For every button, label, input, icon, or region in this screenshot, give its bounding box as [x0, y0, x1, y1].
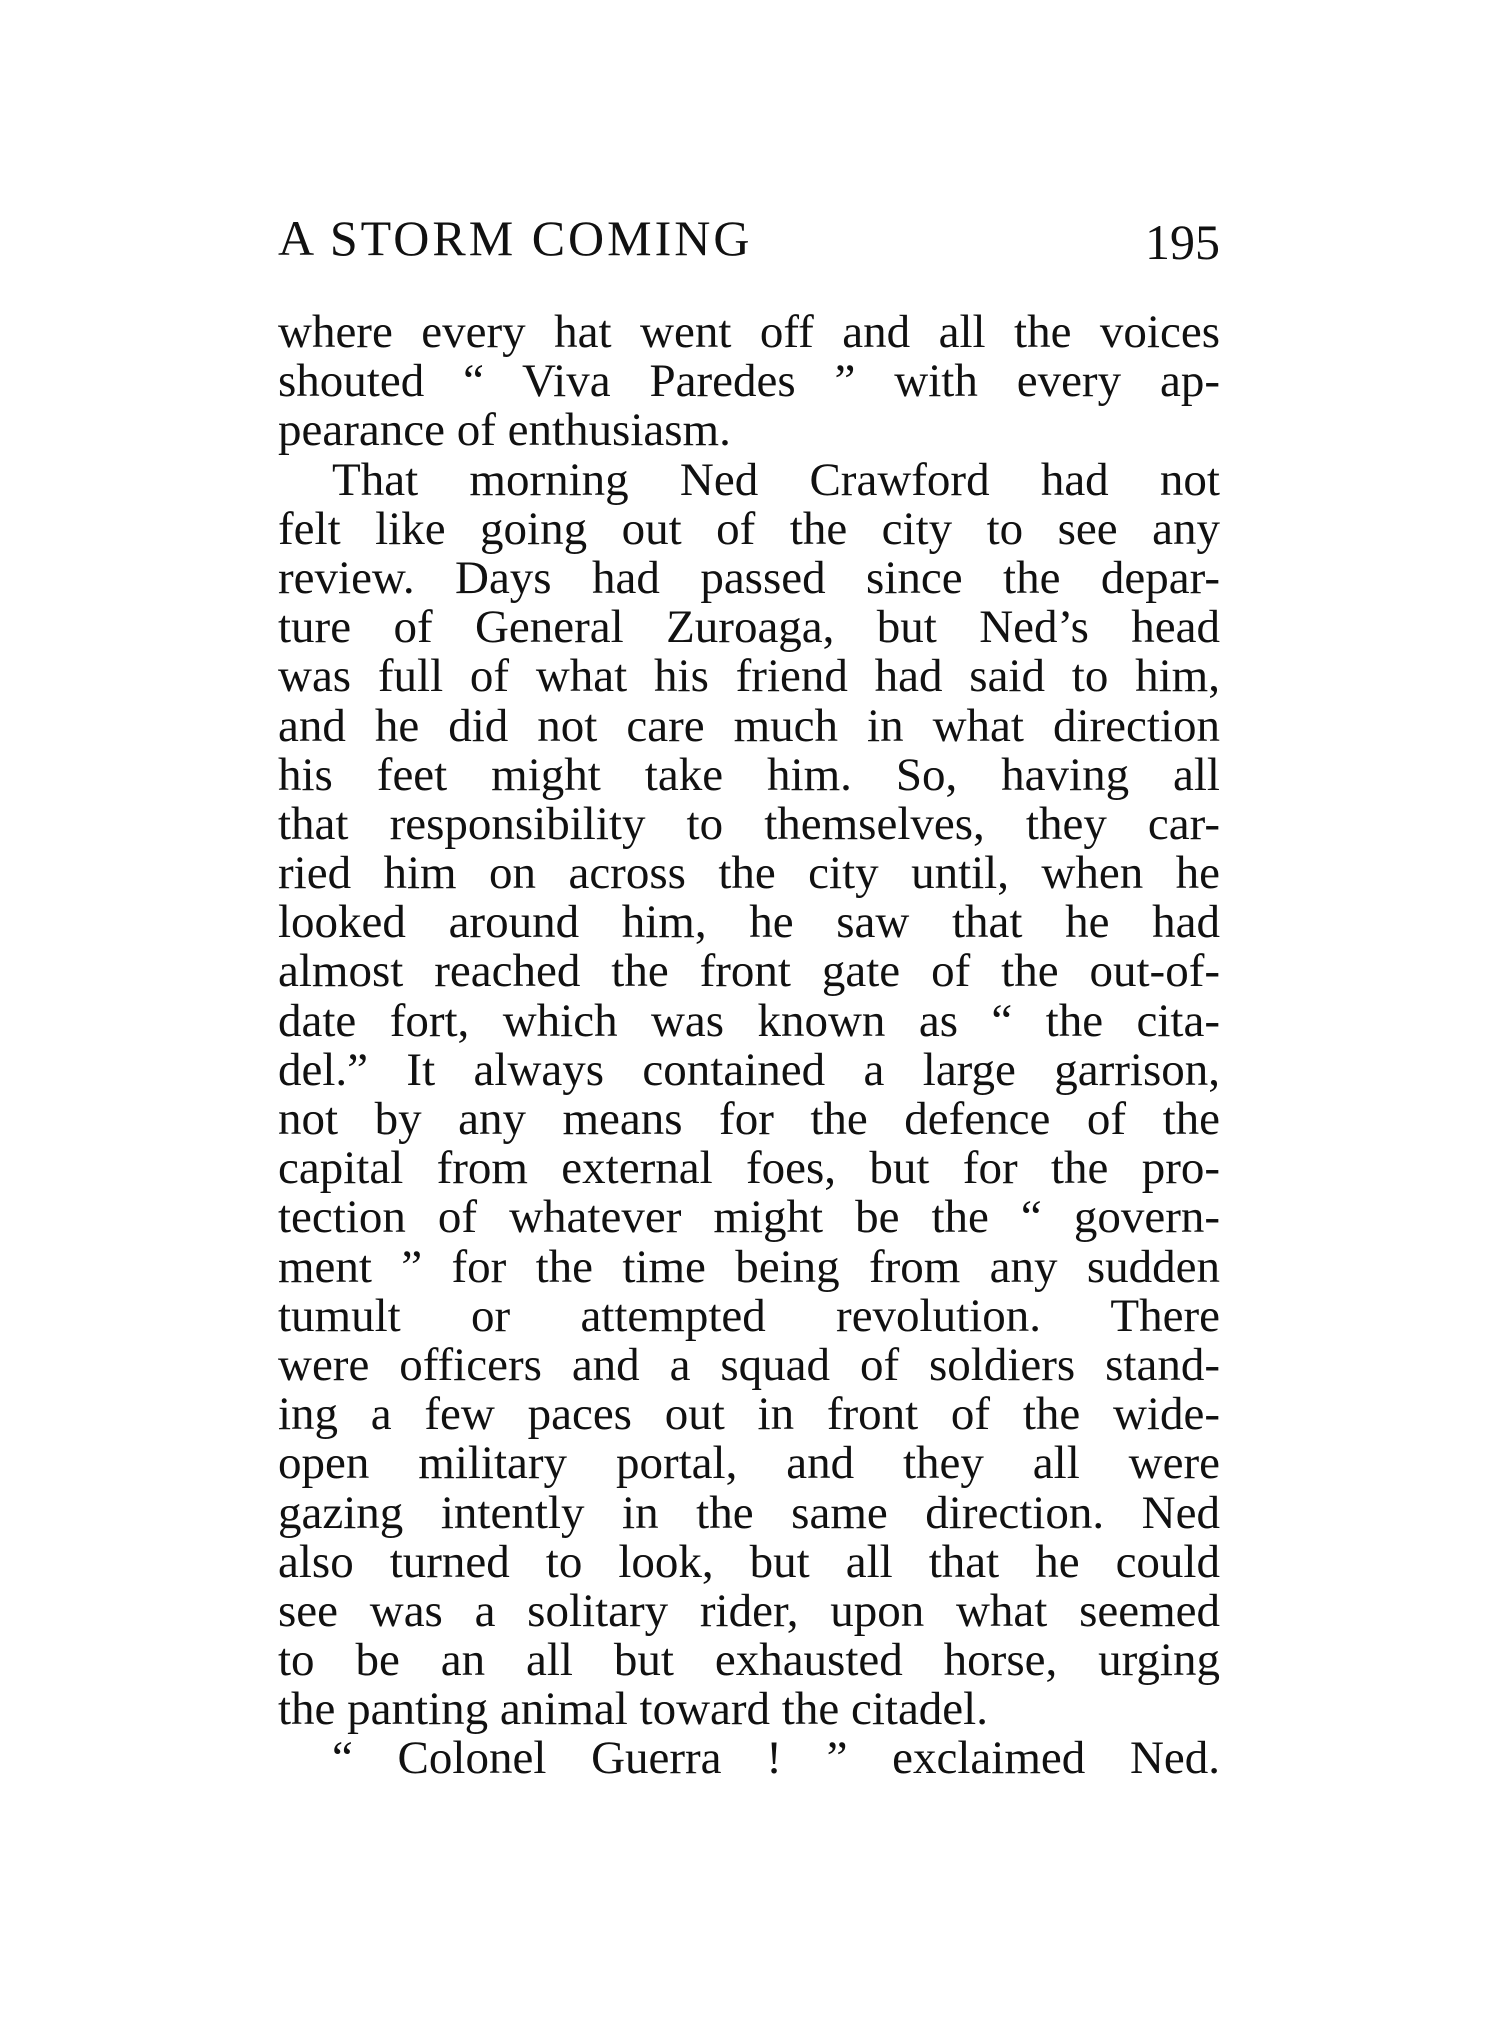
text-line: capital from external foes, but for the pro- [278, 1142, 1220, 1195]
text-line: felt like going out of the city to see any [278, 502, 1220, 555]
text-line: to be an all but exhausted horse, urging [278, 1634, 1220, 1687]
text-line: not by any means for the defence of the [278, 1093, 1220, 1145]
text-line: was full of what his friend had said to him, [278, 650, 1220, 703]
text-line: open military portal, and they all were [278, 1437, 1220, 1490]
text-line: ing a few paces out in front of the wide- [278, 1388, 1220, 1441]
page-number: 195 [1145, 214, 1220, 270]
text-line: date fort, which was known as “ the cita- [278, 994, 1220, 1047]
text-line: ment ” for the time being from any sudden [278, 1240, 1220, 1293]
text-line: see was a solitary rider, upon what seemed [278, 1584, 1220, 1637]
text-line: his feet might take him. So, having all [278, 748, 1220, 801]
text-line: gazing intently in the same direction. Ned [278, 1486, 1220, 1539]
text-line: del.” It always contained a large garrison, [278, 1043, 1220, 1096]
text-line: were officers and a squad of soldiers stand- [278, 1338, 1220, 1391]
text-line: ture of General Zuroaga, but Ned’s head [278, 601, 1220, 654]
text-line: where every hat went off and all the voices [278, 306, 1220, 358]
text-line: also turned to look, but all that he could [278, 1535, 1220, 1588]
running-head [278, 206, 1220, 270]
text-line: ried him on across the city until, when he [278, 847, 1220, 900]
text-line: “ Colonel Guerra ! ” exclaimed Ned. [332, 1732, 1220, 1785]
text-line: That morning Ned Crawford had not [332, 453, 1220, 506]
text-line: and he did not care much in what direction [278, 699, 1220, 752]
chapter-title: A STORM COMING [278, 210, 753, 266]
text-line: review. Days had passed since the depar- [278, 551, 1220, 604]
text-line: tumult or attempted revolution. There [278, 1289, 1220, 1342]
text-line: that responsibility to themselves, they car- [278, 797, 1220, 850]
text-line: shouted “ Viva Paredes ” with every ap- [278, 355, 1220, 408]
text-line: pearance of enthusiasm. [278, 404, 731, 457]
text-line: almost reached the front gate of the out-of- [278, 945, 1220, 998]
text-line: tection of whatever might be the “ govern- [278, 1191, 1220, 1244]
text-line: the panting animal toward the citadel. [278, 1683, 988, 1736]
body-text [278, 308, 1220, 1784]
text-line: looked around him, he saw that he had [278, 896, 1220, 949]
